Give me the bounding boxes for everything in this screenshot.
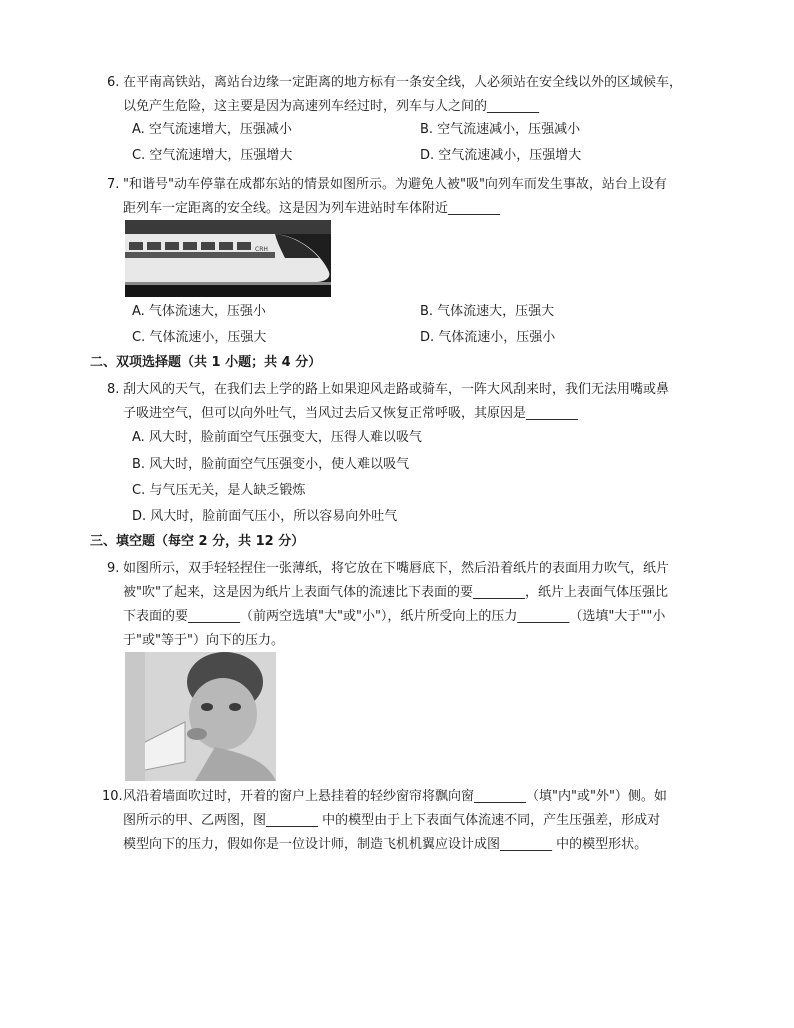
q8-option-a: A. 风大时，脸前面空气压强变大，压得人难以吸气 [132, 430, 422, 445]
q9-stem-line3: 下表面的要________（前两空选填"大"或"小"），纸片所受向上的压力________（选填"大于""小 [123, 609, 666, 624]
q6-option-c: C. 空气流速增大，压强增大 [132, 148, 293, 163]
section-heading-fill-blank: 三、填空题（每空 2 分，共 12 分） [90, 534, 305, 549]
q9-number: 9. [107, 561, 120, 576]
train-photo [125, 220, 331, 297]
q8-stem-line2: 子吸进空气，但可以向外吐气，当风过去后又恢复正常呼吸，其原因是________ [123, 406, 579, 421]
q10-stem-line1: 风沿着墙面吹过时，开着的窗户上悬挂着的轻纱窗帘将飘向窗________（填"内"或"外"）侧。如 [123, 789, 667, 804]
q7-option-b: B. 气体流速大，压强大 [420, 304, 555, 319]
q10-number: 10. [102, 789, 123, 804]
q7-option-c: C. 气体流速小，压强大 [132, 330, 267, 345]
section-heading-double-choice: 二、双项选择题（共 1 小题；共 4 分） [90, 355, 322, 370]
q6-number: 6. [107, 75, 120, 90]
q6-option-a: A. 空气流速增大，压强减小 [132, 122, 292, 137]
q7-stem-line1: "和谐号"动车停靠在成都东站的情景如图所示。为避免人被"吸"向列车而发生事故，站台上设有 [123, 177, 667, 192]
q6-stem-line1: 在平南高铁站，离站台边缘一定距离的地方标有一条安全线，人必须站在安全线以外的区域候车， [123, 75, 683, 90]
q9-stem-line4: 于"或"等于"）向下的压力。 [123, 633, 284, 648]
q8-stem-line1: 刮大风的天气，在我们去上学的路上如果迎风走路或骑车，一阵大风刮来时，我们无法用嘴或鼻 [123, 382, 670, 397]
q8-option-d: D. 风大时，脸前面气压小，所以容易向外吐气 [132, 509, 398, 524]
q10-stem-line3: 模型向下的压力，假如你是一位设计师，制造飞机机翼应设计成图________ 中的模型形状。 [123, 837, 648, 852]
q7-option-d: D. 气体流速小，压强小 [420, 330, 556, 345]
q9-stem-line1: 如图所示，双手轻轻捏住一张薄纸，将它放在下嘴唇底下，然后沿着纸片的表面用力吹气，纸片 [123, 561, 670, 576]
q10-stem-line2: 图所示的甲、乙两图，图________ 中的模型由于上下表面气体流速不同，产生压强差，形成对 [123, 813, 661, 828]
q6-stem-line2: 以免产生危险，这主要是因为高速列车经过时，列车与人之间的________ [123, 99, 540, 114]
q7-stem-line2: 距列车一定距离的安全线。这是因为列车进站时车体附近________ [123, 201, 501, 216]
q6-option-b: B. 空气流速减小，压强减小 [420, 122, 581, 137]
q8-number: 8. [107, 382, 120, 397]
q9-stem-line2: 被"吹"了起来，这是因为纸片上表面气体的流速比下表面的要________，纸片上表面气体压强比 [123, 585, 668, 600]
q8-option-b: B. 风大时，脸前面空气压强变小，使人难以吸气 [132, 457, 410, 472]
q7-option-a: A. 气体流速大，压强小 [132, 304, 266, 319]
q8-option-c: C. 与气压无关，是人缺乏锻炼 [132, 483, 306, 498]
child-blowing-paper-photo [125, 652, 276, 781]
train-marking: CRH [255, 246, 268, 253]
q6-option-d: D. 空气流速减小，压强增大 [420, 148, 582, 163]
q7-number: 7. [107, 177, 120, 192]
